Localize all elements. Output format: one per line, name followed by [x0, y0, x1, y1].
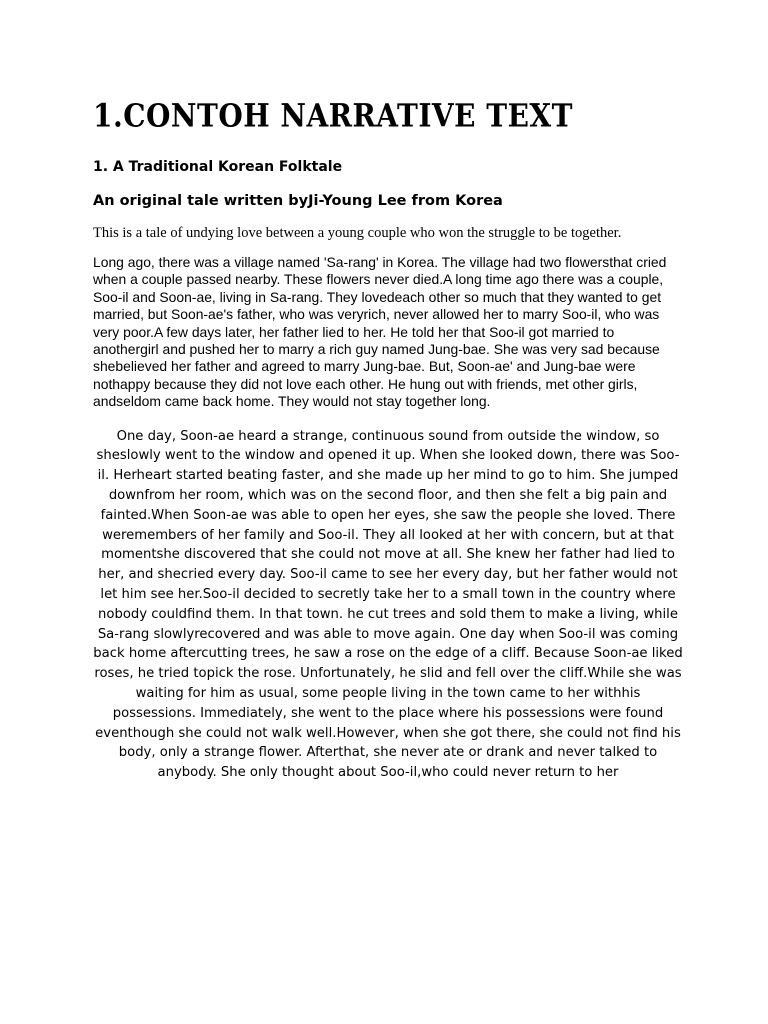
- document-subtitle: 1. A Traditional Korean Folktale: [93, 159, 343, 175]
- document-title: 1.CONTOH NARRATIVE TEXT: [93, 96, 573, 135]
- document-byline: An original tale written byJi-Young Lee from Korea: [93, 193, 503, 209]
- intro-paragraph: This is a tale of undying love between a young couple who won the struggle to be together.: [93, 225, 622, 241]
- document-page: [93, 96, 683, 783]
- story-paragraph-2: One day, Soon-ae heard a strange, continuous sound from outside the window, so sheslowly went to the window and opened it up. When she looked down, there was Soo-il. Herheart started beating faster, and she made up her mind to go to him. She jumped downfrom her room, which was on the second floor, and then she felt a big pain and fainted.When Soon-ae was able to open her eyes, she saw the people she loved. There weremembers of her family and Soo-il. They all looked at her with concern, but at that momentshe discovered that she could not move at all. She knew her father had lied to her, and shecried every day. Soo-il came to see her every day, but her father would not let him see her.Soo-il decided to secretly take her to a small town in the country where nobody couldfind them. In that town. he cut trees and sold them to make a living, while Sa-rang slowlyrecovered and was able to move again. One day when Soo-il was coming back home aftercutting trees, he saw a rose on the edge of a cliff. Because Soon-ae liked roses, he tried topick the rose. Unfortunately, he slid and fell over the cliff.While she was waiting for him as usual, some people living in the town came to her withhis possessions. Immediately, she went to the place where his possessions were found eventhough she could not walk well.However, when she got there, she could not find his body, only a strange flower. Afterthat, she never ate or drank and never talked to anybody. She only thought about Soo-il,who could never return to her: [93, 428, 683, 781]
- story-paragraph-1: Long ago, there was a village named 'Sa-rang' in Korea. The village had two flowersthat cried when a couple passed nearby. These flowers never died.A long time ago there was a couple, Soo-il and Soon-ae, living in Sa-rang. They lovedeach other so much that they wanted to get married, but Soon-ae's father, who was veryrich, never allowed her to marry Soo-il, who was very poor.A few days later, her father lied to her. He told her that Soo-il got married to anothergirl and pushed her to marry a rich guy named Jung-bae. She was very sad because shebelieved her father and agreed to marry Jung-bae. But, Soon-ae' and Jung-bae were nothappy because they did not love each other. He hung out with friends, met other girls, andseldom came back home. They would not stay together long.: [93, 254, 667, 410]
